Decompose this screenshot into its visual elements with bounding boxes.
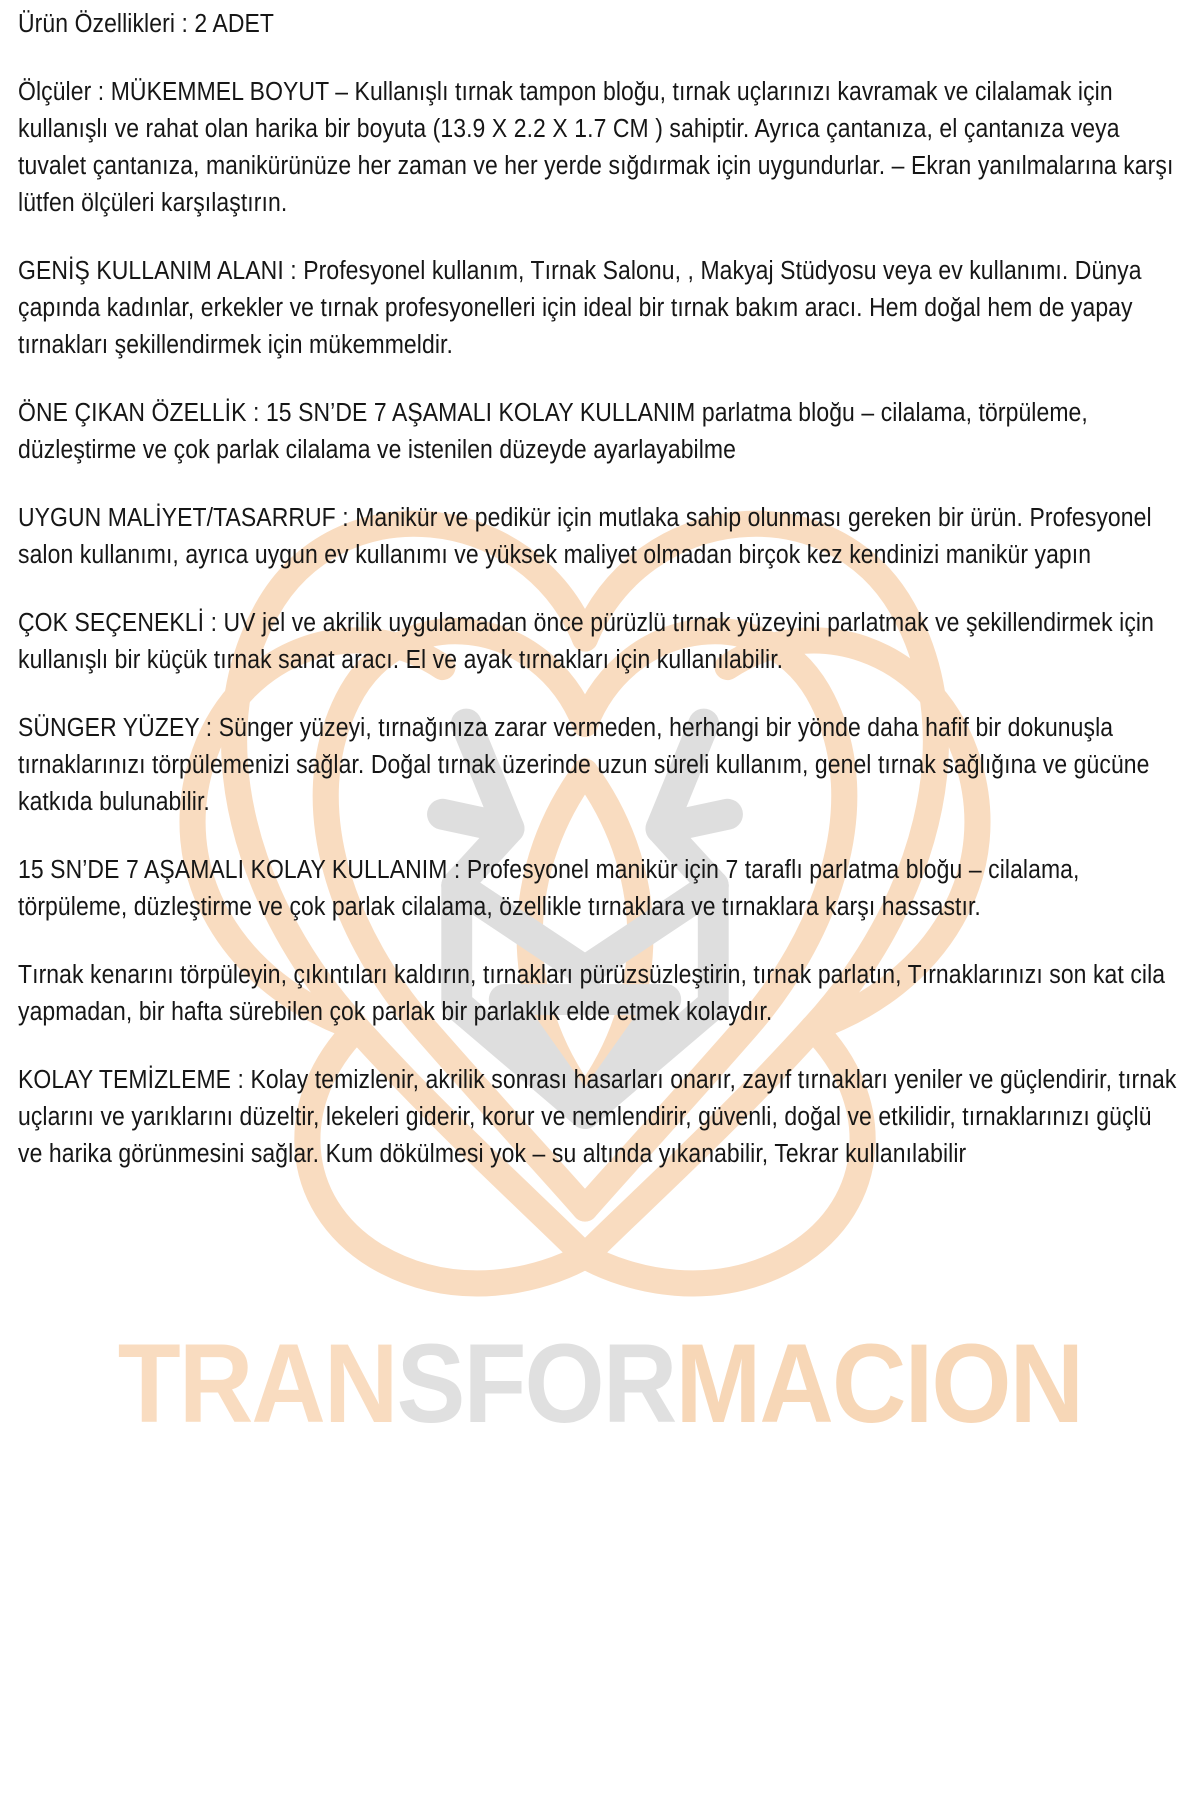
wordmark-part-2: SFOR	[396, 1321, 676, 1446]
watermark-wordmark	[48, 1321, 1152, 1446]
wordmark-part-1: TRAN	[117, 1321, 397, 1446]
paragraph-cok-secenekli: ÇOK SEÇENEKLİ : UV jel ve akrilik uygulamadan önce pürüzlü tırnak yüzeyini parlatmak ve şekillendirmek için kullanışlı bir küçük tırnak sanat aracı. El ve ayak tırnakları için kullanılabilir.	[18, 609, 1154, 674]
paragraph-one-cikan-ozellik: ÖNE ÇIKAN ÖZELLİK : 15 SN’DE 7 AŞAMALI KOLAY KULLANIM parlatma bloğu – cilalama, törpüleme, düzleştirme ve çok parlak cilalama ve istenilen düzeyde ayarlayabilme	[18, 399, 1088, 464]
paragraph-sunger-yuzey: SÜNGER YÜZEY : Sünger yüzeyi, tırnağınıza zarar vermeden, herhangi bir yönde daha hafif bir dokunuşla tırnaklarınızı törpülemenizi sağlar. Doğal tırnak üzerinde uzun süreli kullanım, genel tırnak sağlığına ve gücüne katkıda bulunabilir.	[18, 714, 1150, 816]
paragraph-tirnak-kenari: Tırnak kenarını törpüleyin, çıkıntıları kaldırın, tırnakları pürüzsüzleştirin, tırnak parlatın, Tırnaklarınızı son kat cila yapmadan, bir hafta sürebilen çok parlak bir parlaklık elde etmek kolaydır.	[18, 961, 1166, 1026]
paragraph-kolay-temizleme: KOLAY TEMİZLEME : Kolay temizlenir, akrilik sonrası hasarları onarır, zayıf tırnakları yeniler ve güçlendirir, tırnak uçlarını ve yarıklarını düzeltir, lekeleri giderir, korur ve nemlendirir, güvenli, doğal ve etkilidir, tırnaklarınızı güçlü ve harika görünmesini sağlar. Kum dökülmesi yok – su altında yıkanabilir, Tekrar kullanılabilir	[18, 1066, 1177, 1168]
paragraph-olculer: Ölçüler : MÜKEMMEL BOYUT – Kullanışlı tırnak tampon bloğu, tırnak uçlarınızı kavramak ve cilalamak için kullanışlı ve rahat olan harika bir boyuta (13.9 X 2.2 X 1.7 CM ) sahiptir. Ayrıca çantanıza, el çantanıza veya tuvalet çantanıza, manikürünüze her zaman ve her yerde sığdırmak için uygundurlar. – Ekran yanılmalarına karşı lütfen ölçüleri karşılaştırın.	[18, 78, 1174, 217]
wordmark-part-3: MACION	[675, 1321, 1083, 1446]
paragraph-15-snde-7-asamali: 15 SN’DE 7 AŞAMALI KOLAY KULLANIM : Profesyonel manikür için 7 taraflı parlatma bloğu – cilalama, törpüleme, düzleştirme ve çok parlak cilalama, özellikle tırnaklara ve tırnaklara karşı hassastır.	[18, 856, 1080, 921]
paragraph-urun-ozellikleri: Ürün Özellikleri : 2 ADET	[18, 10, 275, 38]
paragraph-genis-kullanim-alani: GENİŞ KULLANIM ALANI : Profesyonel kullanım, Tırnak Salonu, , Makyaj Stüdyosu veya ev kullanımı. Dünya çapında kadınlar, erkekler ve tırnak profesyonelleri için ideal bir tırnak bakım aracı. Hem doğal hem de yapay tırnakları şekillendirmek için mükemmeldir.	[18, 257, 1142, 359]
paragraph-uygun-maliyet-tasarruf: UYGUN MALİYET/TASARRUF : Manikür ve pedikür için mutlaka sahip olunması gereken bir ürün. Profesyonel salon kullanımı, ayrıca uygun ev kullanımı ve yüksek maliyet olmadan birçok kez kendinizi manikür yapın	[18, 504, 1152, 569]
